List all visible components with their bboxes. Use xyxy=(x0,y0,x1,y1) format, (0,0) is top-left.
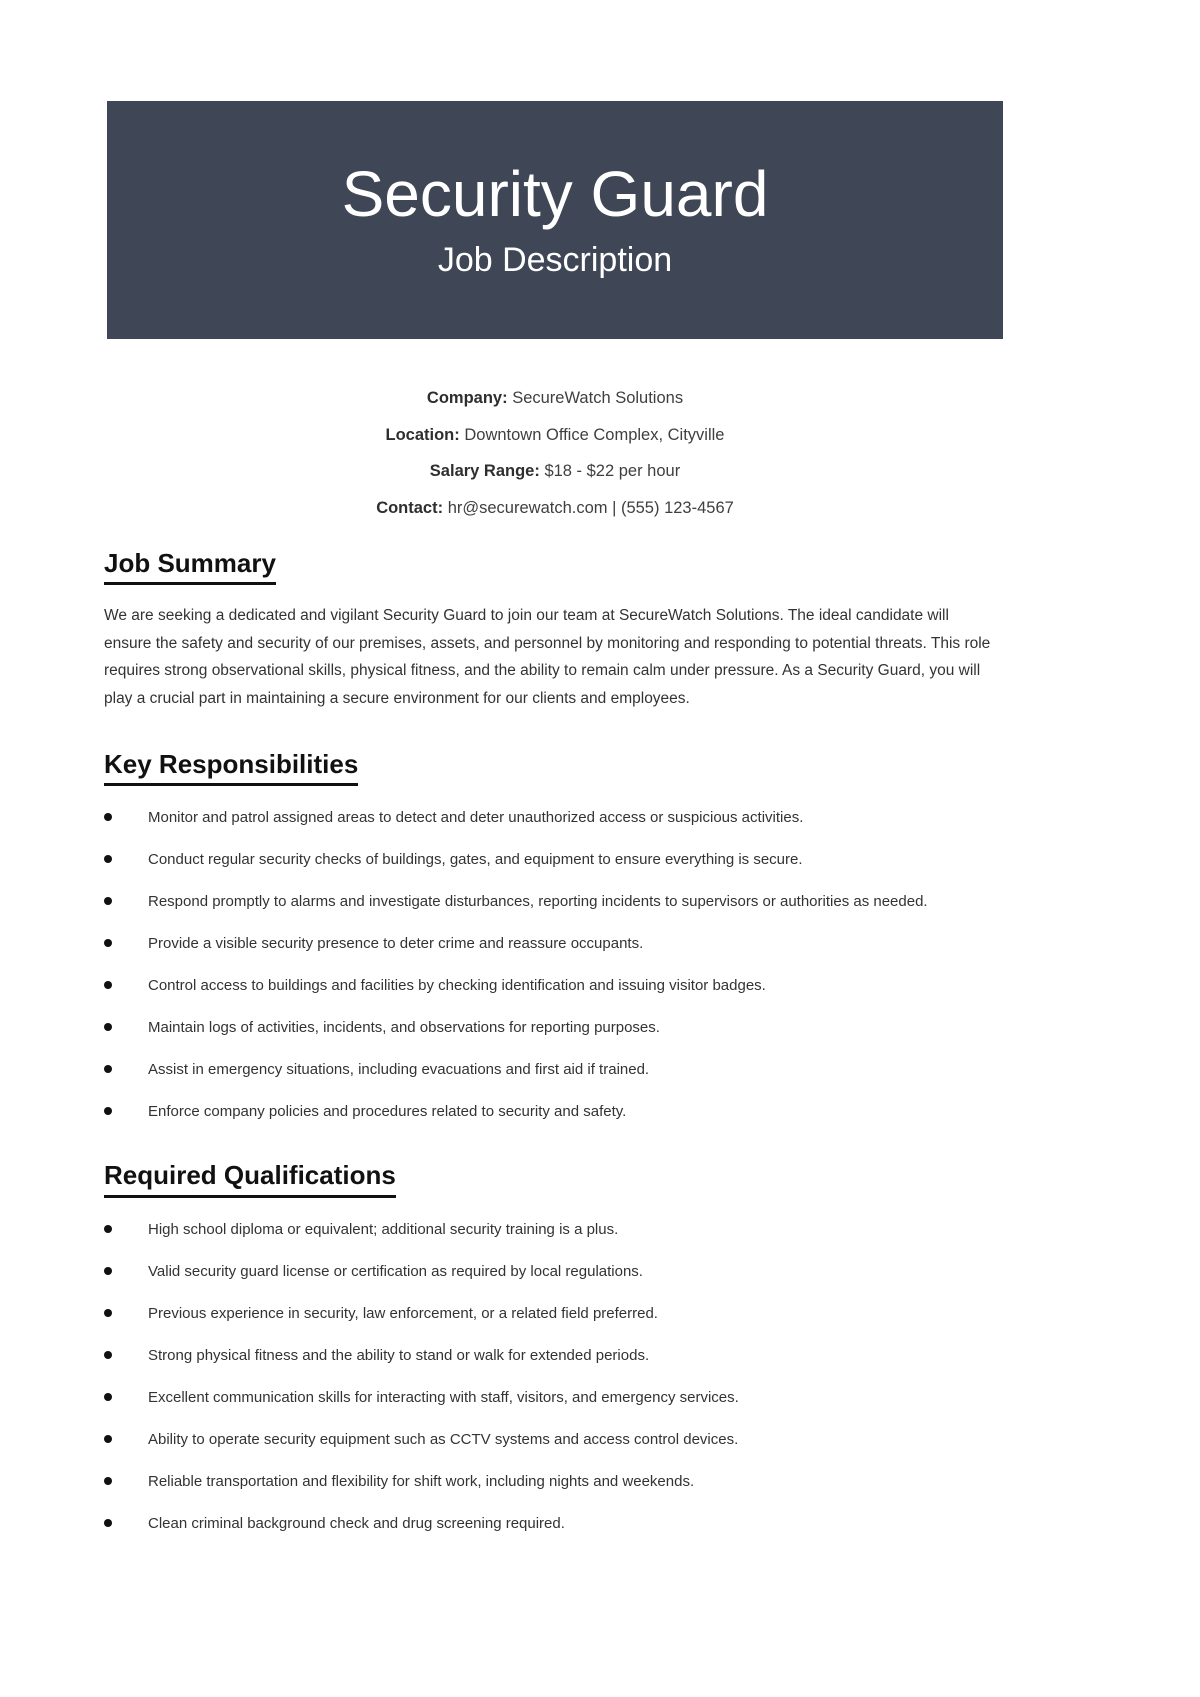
list-item-text: Strong physical fitness and the ability to stand or walk for extended periods. xyxy=(148,1346,650,1364)
meta-contact-label: Contact: xyxy=(376,498,444,517)
meta-salary-value: $18 - $22 per hour xyxy=(544,462,681,480)
list-item-text: Clean criminal background check and drug screening required. xyxy=(148,1514,565,1532)
job-summary-heading: Job Summary xyxy=(104,548,276,585)
list-item-text: Excellent communication skills for interacting with staff, visitors, and emergency services. xyxy=(148,1388,739,1406)
list-item-text: Enforce company policies and procedures related to security and safety. xyxy=(148,1103,627,1121)
page-subtitle: Job Description xyxy=(437,240,673,279)
list-item-text: Respond promptly to alarms and investigate disturbances, reporting incidents to supervisors or authorities as needed. xyxy=(148,893,928,911)
list-item xyxy=(104,971,1000,1000)
list-item xyxy=(104,803,1000,832)
meta-location-value: Downtown Office Complex, Cityville xyxy=(464,425,725,444)
list-item xyxy=(104,1467,1000,1496)
list-item xyxy=(104,1383,1000,1412)
list-item-text: Valid security guard license or certification as required by local regulations. xyxy=(148,1262,643,1280)
list-item xyxy=(104,845,1000,874)
meta-company-value: SecureWatch Solutions xyxy=(512,389,684,407)
list-item-text: Previous experience in security, law enforcement, or a related field preferred. xyxy=(148,1304,658,1322)
list-item xyxy=(104,1509,1000,1538)
list-item xyxy=(104,1341,1000,1370)
bullet-icon xyxy=(104,939,112,947)
meta-salary xyxy=(107,453,1003,490)
meta-company-label: Company: xyxy=(426,389,508,407)
list-item xyxy=(104,1425,1000,1454)
list-item xyxy=(104,1013,1000,1042)
bullet-icon xyxy=(104,1477,112,1485)
meta-company xyxy=(107,380,1003,417)
section-required-qualifications xyxy=(104,1160,1000,1537)
bullet-icon xyxy=(104,813,112,821)
meta-location-label: Location: xyxy=(385,425,460,444)
bullet-icon xyxy=(104,1393,112,1401)
section-job-summary xyxy=(104,548,1000,712)
bullet-icon xyxy=(104,1309,112,1317)
meta-contact-value: hr@securewatch.com | (555) 123-4567 xyxy=(447,498,734,517)
key-responsibilities-heading: Key Responsibilities xyxy=(104,749,358,786)
list-item-text: Provide a visible security presence to deter crime and reassure occupants. xyxy=(148,935,644,953)
required-qualifications-heading: Required Qualifications xyxy=(104,1160,396,1197)
list-item-text: High school diploma or equivalent; additional security training is a plus. xyxy=(148,1220,619,1238)
bullet-icon xyxy=(104,855,112,863)
list-item-text: Control access to buildings and facilities by checking identification and issuing visitor badges. xyxy=(148,977,766,995)
responsibilities-list xyxy=(104,803,1000,1126)
bullet-icon xyxy=(104,1435,112,1443)
header-banner xyxy=(107,101,1003,339)
list-item-text: Ability to operate security equipment such as CCTV systems and access control devices. xyxy=(148,1430,739,1448)
list-item xyxy=(104,1097,1000,1126)
document-content xyxy=(104,548,1000,1538)
meta-location xyxy=(107,417,1003,454)
bullet-icon xyxy=(104,1225,112,1233)
list-item-text: Assist in emergency situations, including evacuations and first aid if trained. xyxy=(148,1061,650,1079)
bullet-icon xyxy=(104,1267,112,1275)
bullet-icon xyxy=(104,1519,112,1527)
list-item-text: Monitor and patrol assigned areas to detect and deter unauthorized access or suspicious activities. xyxy=(148,809,804,827)
list-item xyxy=(104,887,1000,916)
bullet-icon xyxy=(104,1023,112,1031)
bullet-icon xyxy=(104,1065,112,1073)
bullet-icon xyxy=(104,981,112,989)
job-meta-block xyxy=(107,380,1003,526)
list-item xyxy=(104,1215,1000,1244)
meta-contact xyxy=(107,490,1003,527)
list-item-text: Reliable transportation and flexibility for shift work, including nights and weekends. xyxy=(148,1472,695,1490)
list-item-text: Maintain logs of activities, incidents, and observations for reporting purposes. xyxy=(148,1019,660,1037)
list-item-text: Conduct regular security checks of buildings, gates, and equipment to ensure everything is secure. xyxy=(148,851,803,869)
qualifications-list xyxy=(104,1215,1000,1538)
job-summary-text: We are seeking a dedicated and vigilant Security Guard to join our team at SecureWatch Solutions. The ideal candidate will ensure the safety and security of our premises, assets, and personnel by monitoring and responding to potential threats. This role requires strong observational skills, physical fitness, and the ability to remain calm under pressure. As a Security Guard, you will play a crucial part in maintaining a secure environment for our clients and employees. xyxy=(104,607,991,707)
page-title: Security Guard xyxy=(341,157,769,230)
meta-salary-label: Salary Range: xyxy=(429,462,540,480)
list-item xyxy=(104,929,1000,958)
list-item xyxy=(104,1257,1000,1286)
bullet-icon xyxy=(104,1351,112,1359)
bullet-icon xyxy=(104,1107,112,1115)
list-item xyxy=(104,1055,1000,1084)
list-item xyxy=(104,1299,1000,1328)
bullet-icon xyxy=(104,897,112,905)
section-key-responsibilities xyxy=(104,749,1000,1126)
